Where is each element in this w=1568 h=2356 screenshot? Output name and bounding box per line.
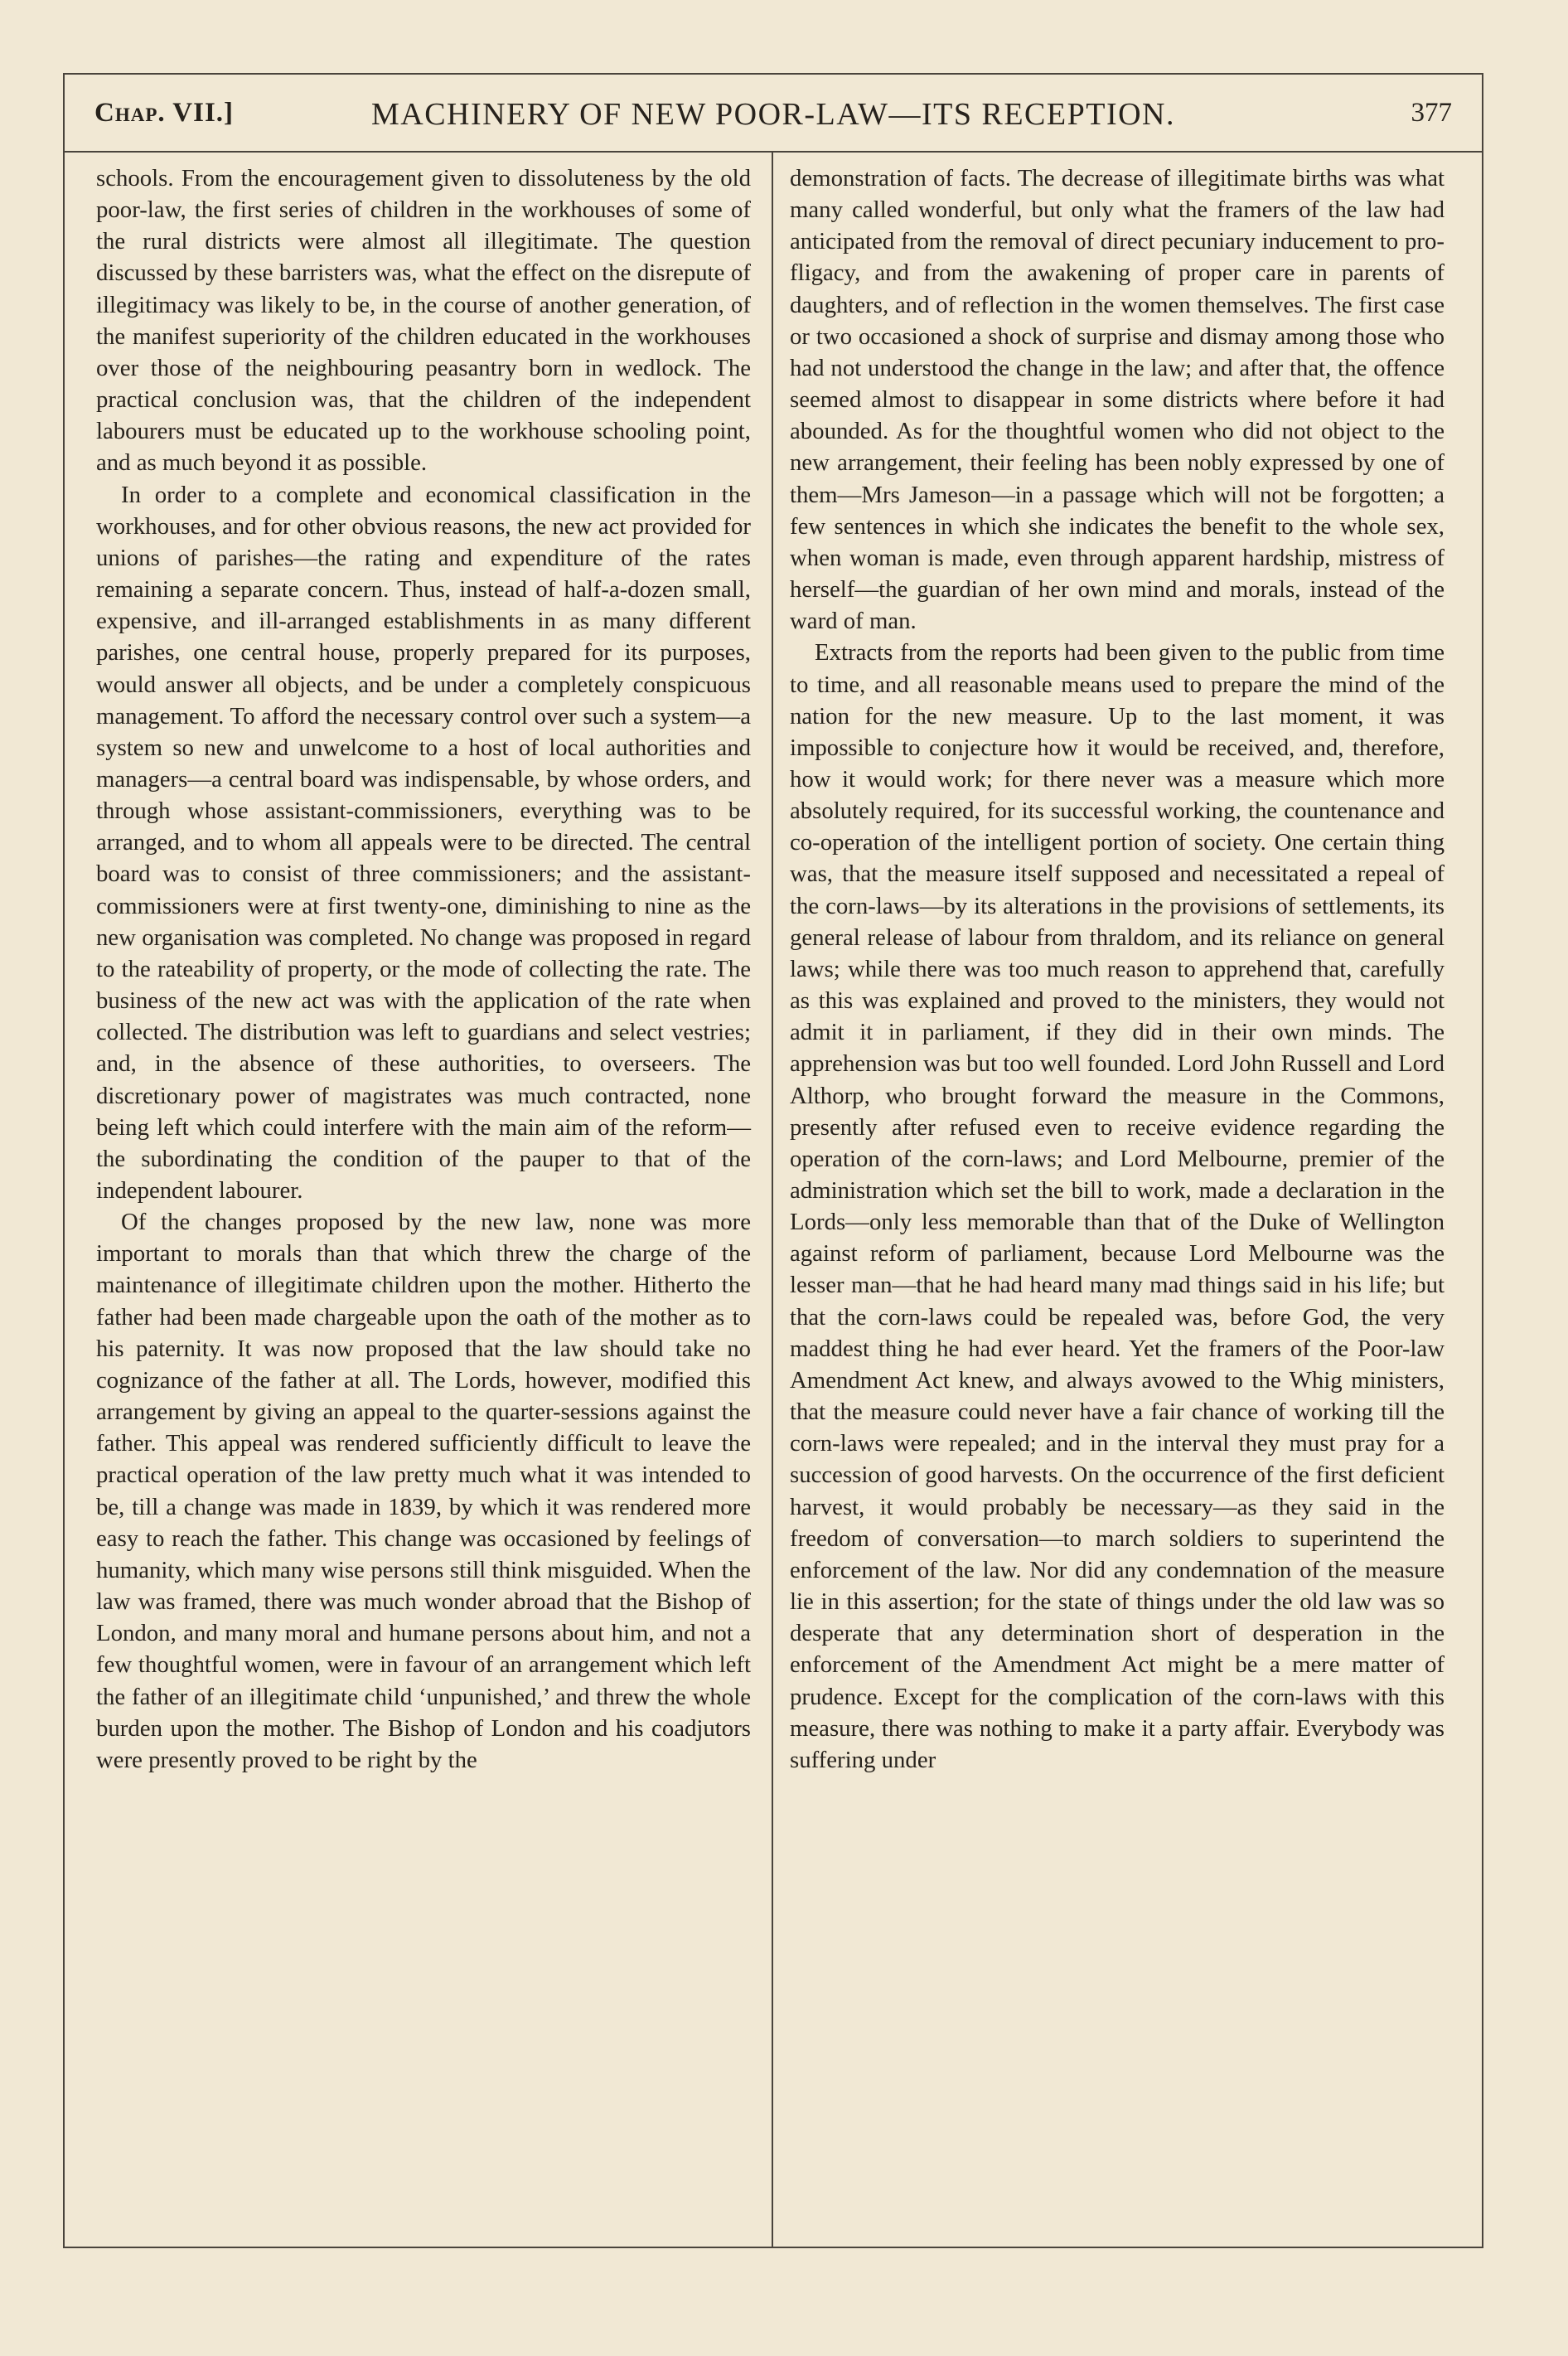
left-column — [96, 162, 751, 1776]
running-header — [65, 75, 1482, 153]
chapter-label: Chap. VII.] — [94, 98, 235, 128]
right-column — [790, 162, 1445, 1776]
paragraph: Extracts from the reports had been given to the public from time to time, and all reasonable means used to prepare the mind of the nation for the new measure. Up to the last moment, it was impossible to conjecture how it would be received, and, therefore, how it would work; for there never was a measure which more absolutely required, for its successful working, the countenance and co-operation of the intelligent portion of society. One certain thing was, that the measure itself supposed and necessitated a repeal of the corn-laws—by its alterations in the provisions of settlements, its general release of labour from thraldom, and its reliance on general laws; while there was too much reason to apprehend that, carefully as this was explained and proved to the ministers, they would not admit it in parliament, if they did in their own minds. The apprehension was but too well founded. Lord John Russell and Lord Althorp, who brought forward the measure in the Commons, presently after refused even to receive evidence regarding the operation of the corn-laws; and Lord Melbourne, premier of the administration which set the bill to work, made a declaration in the Lords—only less memorable than that of the Duke of Wellington against reform of parliament, because Lord Melbourne was the lesser man—that he had heard many mad things said in his life; but that the corn-laws could be repealed was, before God, the very maddest thing he had ever heard. Yet the framers of the Poor-law Amendment Act knew, and always avowed to the Whig ministers, that the measure could never have a fair chance of working till the corn-laws were repealed; and in the interval they must pray for a succession of good harvests. On the occurrence of the first deficient harvest, it would probably be necessary—as they said in the freedom of conversation—to march soldiers to superintend the enforcement of the law. Nor did any condemnation of the measure lie in this assertion; for the state of things under the old law was so desperate that any determination short of desperation in the enforcement of the Amendment Act might be a mere matter of prudence. Except for the complication of the corn-laws with this measure, there was nothing to make it a party affair. Everybody was suffering under — [790, 639, 1445, 1773]
paragraph: Of the changes proposed by the new law, none was more important to morals than that which threw the charge of the maintenance of illegitimate children upon the mother. Hitherto the father had been made chargeable upon the oath of the mother as to his paternity. It was now proposed that the law should take no cognizance of the father at all. The Lords, however, modified this arrangement by giving an appeal to the quarter-sessions against the father. This appeal was rendered sufficiently difficult to leave the practical operation of the law pretty much what it was intended to be, till a change was made in 1839, by which it was rendered more easy to reach the father. This change was occasioned by feelings of humanity, which many wise persons still think misguided. When the law was framed, there was much wonder abroad that the Bishop of London, and many moral and humane persons about him, and not a few thoughtful women, were in favour of an arrangement which left the father of an illegitimate child ‘unpunished,’ and threw the whole burden upon the mother. The Bishop of London and his coadjutors were presently proved to be right by the — [96, 1209, 751, 1773]
column-divider — [772, 151, 773, 2247]
paragraph: schools. From the encouragement given to dissoluteness by the old poor-law, the first series of children in the workhouses of some of the rural districts were almost all illegitimate. The question discussed by these barristers was, what the effect on the disrepute of illegitimacy was likely to be, in the course of another generation, of the manifest superiority of the children educated in the workhouses over those of the neighbouring peasantry born in wedlock. The practical conclusion was, that the children of the independent labourers must be educated up to the workhouse schooling point, and as much beyond it as possible. — [96, 165, 751, 477]
paragraph: demonstration of facts. The decrease of illegitimate births was what many called wonderful, but only what the framers of the law had anticipated from the removal of direct pecuniary inducement to profligacy, and from the awakening of proper care in parents of daughters, and of reflection in the women themselves. The first case or two occasioned a shock of surprise and dismay among those who had not understood the change in the law; and after that, the offence seemed almost to disappear in some districts where before it had abounded. As for the thoughtful women who did not object to the new arrangement, their feeling has been nobly expressed by one of them—Mrs Jameson—in a passage which will not be forgotten; a few sentences in which she indicates the benefit to the whole sex, when woman is made, even through apparent hardship, mistress of herself—the guardian of her own mind and morals, instead of the ward of man. — [790, 165, 1445, 635]
paragraph: In order to a complete and economical classification in the workhouses, and for other obvious reasons, the new act provided for unions of parishes—the rating and expenditure of the rates remaining a separate concern. Thus, instead of half-a-dozen small, expensive, and ill-arranged establishments in as many different parishes, one central house, properly prepared for its purposes, would answer all objects, and be under a completely conspicuous management. To afford the necessary control over such a system—a system so new and unwelcome to a host of local authorities and managers—a central board was indispensable, by whose orders, and through whose assistant-commissioners, everything was to be arranged, and to whom all appeals were to be directed. The central board was to consist of three commissioners; and the assistant-commissioners were at first twenty-one, diminishing to nine as the new organisation was completed. No change was proposed in regard to the rateability of property, or the mode of collecting the rate. The business of the new act was with the application of the rate when collected. The distribution was left to guardians and select vestries; and, in the absence of these authorities, to overseers. The discretionary power of magistrates was much contracted, none being left which could interfere with the main aim of the reform—the subordinating the condition of the pauper to that of the independent labourer. — [96, 481, 751, 1204]
page-number: 377 — [1411, 98, 1452, 128]
running-title: MACHINERY OF NEW POOR-LAW—ITS RECEPTION. — [370, 97, 1175, 132]
page-frame — [63, 73, 1483, 2248]
